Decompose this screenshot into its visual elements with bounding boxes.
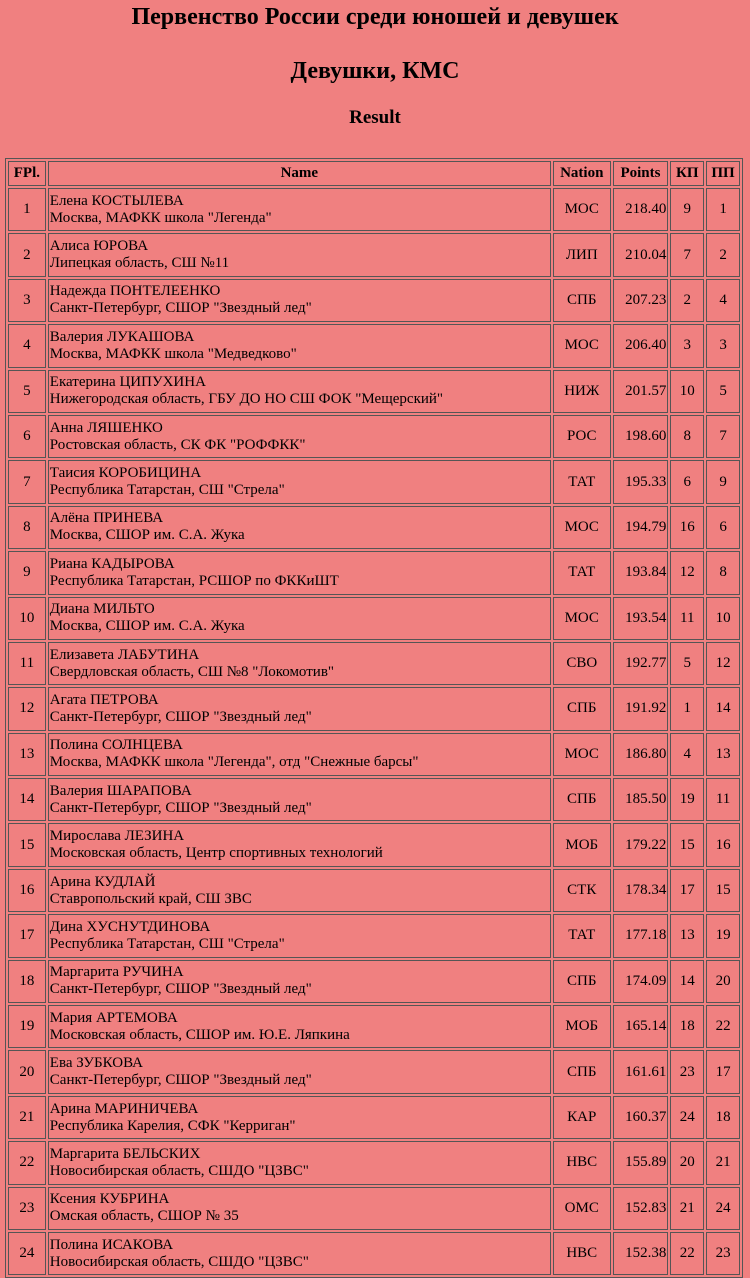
cell-name <box>48 324 551 367</box>
skater-name: Полина СОЛНЦЕВА <box>49 737 183 754</box>
cell-points: 178.34 <box>613 869 669 912</box>
cell-name <box>48 642 551 685</box>
cell-name <box>48 1096 551 1139</box>
header-pp: ПП <box>706 161 740 186</box>
skater-club: Москва, МАФКК школа "Легенда", отд "Снежные барсы" <box>49 754 419 771</box>
cell-nation: МОС <box>553 506 611 549</box>
header-points: Points <box>613 161 669 186</box>
skater-club: Республика Татарстан, СШ "Стрела" <box>49 935 285 952</box>
skater-name: Маргарита РУЧИНА <box>49 964 184 981</box>
table-row <box>8 415 740 458</box>
skater-name: Мирослава ЛЕЗИНА <box>49 828 185 845</box>
cell-name <box>48 687 551 730</box>
cell-pp: 7 <box>706 415 740 458</box>
cell-points: 155.89 <box>613 1141 669 1184</box>
skater-name: Валерия ШАРАПОВА <box>49 782 192 799</box>
skater-club: Московская область, СШОР им. Ю.Е. Ляпкина <box>49 1026 350 1043</box>
cell-kp: 15 <box>670 823 704 866</box>
cell-points: 210.04 <box>613 233 669 276</box>
skater-name: Полина ИСАКОВА <box>49 1236 174 1253</box>
skater-club: Республика Карелия, СФК "Керриган" <box>49 1117 296 1134</box>
cell-nation: РОС <box>553 415 611 458</box>
page-subtitle: Девушки, КМС <box>290 58 460 84</box>
cell-points: 201.57 <box>613 370 669 413</box>
cell-pp: 5 <box>706 370 740 413</box>
cell-name <box>48 778 551 821</box>
cell-nation: СВО <box>553 642 611 685</box>
cell-name <box>48 1005 551 1048</box>
cell-name <box>48 914 551 957</box>
cell-pp: 8 <box>706 551 740 594</box>
skater-name: Алиса ЮРОВА <box>49 238 149 255</box>
cell-kp: 21 <box>670 1187 704 1230</box>
cell-nation: ТАТ <box>553 914 611 957</box>
skater-club: Москва, МАФКК школа "Легенда" <box>49 209 272 226</box>
cell-fpl: 8 <box>8 506 46 549</box>
cell-points: 165.14 <box>613 1005 669 1048</box>
cell-nation: СПБ <box>553 1050 611 1093</box>
skater-name: Валерия ЛУКАШОВА <box>49 328 195 345</box>
skater-club: Омская область, СШОР № 35 <box>49 1208 239 1225</box>
cell-fpl: 10 <box>8 597 46 640</box>
skater-club: Новосибирская область, СШДО "ЦЗВС" <box>49 1253 309 1270</box>
skater-name: Арина МАРИНИЧЕВА <box>49 1100 199 1117</box>
cell-kp: 20 <box>670 1141 704 1184</box>
cell-fpl: 9 <box>8 551 46 594</box>
cell-points: 152.38 <box>613 1232 669 1275</box>
cell-fpl: 6 <box>8 415 46 458</box>
cell-nation: МОС <box>553 733 611 776</box>
cell-nation: МОБ <box>553 823 611 866</box>
cell-kp: 11 <box>670 597 704 640</box>
skater-name: Анна ЛЯШЕНКО <box>49 419 163 436</box>
table-row <box>8 506 740 549</box>
cell-fpl: 1 <box>8 188 46 231</box>
cell-name <box>48 960 551 1003</box>
skater-name: Мария АРТЕМОВА <box>49 1009 178 1026</box>
cell-kp: 7 <box>670 233 704 276</box>
cell-kp: 24 <box>670 1096 704 1139</box>
cell-fpl: 19 <box>8 1005 46 1048</box>
cell-nation: МОБ <box>553 1005 611 1048</box>
cell-pp: 11 <box>706 778 740 821</box>
skater-club: Москва, СШОР им. С.А. Жука <box>49 527 245 544</box>
cell-kp: 1 <box>670 687 704 730</box>
skater-club: Ростовская область, СК ФК "РОФФКК" <box>49 436 306 453</box>
cell-nation: НВС <box>553 1232 611 1275</box>
skater-name: Елизавета ЛАБУТИНА <box>49 646 200 663</box>
cell-points: 177.18 <box>613 914 669 957</box>
cell-fpl: 24 <box>8 1232 46 1275</box>
cell-pp: 12 <box>706 642 740 685</box>
header-row <box>8 161 740 186</box>
cell-name <box>48 370 551 413</box>
cell-points: 160.37 <box>613 1096 669 1139</box>
cell-pp: 17 <box>706 1050 740 1093</box>
cell-points: 179.22 <box>613 823 669 866</box>
skater-club: Санкт-Петербург, СШОР "Звездный лед" <box>49 300 312 317</box>
table-row <box>8 1096 740 1139</box>
cell-kp: 6 <box>670 460 704 503</box>
table-row <box>8 1141 740 1184</box>
cell-name <box>48 1232 551 1275</box>
cell-nation: НВС <box>553 1141 611 1184</box>
results-table <box>5 158 743 1278</box>
cell-pp: 6 <box>706 506 740 549</box>
cell-pp: 16 <box>706 823 740 866</box>
cell-nation: СПБ <box>553 687 611 730</box>
skater-name: Ева ЗУБКОВА <box>49 1055 143 1072</box>
cell-fpl: 20 <box>8 1050 46 1093</box>
skater-name: Маргарита БЕЛЬСКИХ <box>49 1145 201 1162</box>
cell-fpl: 16 <box>8 869 46 912</box>
cell-fpl: 2 <box>8 233 46 276</box>
cell-pp: 21 <box>706 1141 740 1184</box>
cell-kp: 19 <box>670 778 704 821</box>
table-row <box>8 597 740 640</box>
skater-club: Республика Татарстан, РСШОР по ФККиШТ <box>49 572 339 589</box>
cell-name <box>48 597 551 640</box>
cell-nation: МОС <box>553 188 611 231</box>
cell-points: 192.77 <box>613 642 669 685</box>
cell-fpl: 3 <box>8 279 46 322</box>
cell-pp: 18 <box>706 1096 740 1139</box>
cell-pp: 4 <box>706 279 740 322</box>
skater-club: Санкт-Петербург, СШОР "Звездный лед" <box>49 799 312 816</box>
cell-nation: СПБ <box>553 778 611 821</box>
cell-nation: ЛИП <box>553 233 611 276</box>
header-nation: Nation <box>553 161 611 186</box>
cell-points: 193.84 <box>613 551 669 594</box>
cell-pp: 14 <box>706 687 740 730</box>
cell-nation: НИЖ <box>553 370 611 413</box>
table-row <box>8 642 740 685</box>
cell-pp: 2 <box>706 233 740 276</box>
skater-name: Диана МИЛЬТО <box>49 601 155 618</box>
skater-name: Алёна ПРИНЕВА <box>49 510 164 527</box>
skater-club: Санкт-Петербург, СШОР "Звездный лед" <box>49 1072 312 1089</box>
cell-kp: 12 <box>670 551 704 594</box>
skater-name: Таисия КОРОБИЦИНА <box>49 465 202 482</box>
skater-club: Новосибирская область, СШДО "ЦЗВС" <box>49 1162 309 1179</box>
cell-points: 191.92 <box>613 687 669 730</box>
cell-name <box>48 823 551 866</box>
table-row <box>8 869 740 912</box>
cell-name <box>48 279 551 322</box>
cell-points: 194.79 <box>613 506 669 549</box>
cell-kp: 3 <box>670 324 704 367</box>
skater-name: Ксения КУБРИНА <box>49 1191 170 1208</box>
cell-kp: 23 <box>670 1050 704 1093</box>
cell-kp: 16 <box>670 506 704 549</box>
cell-points: 206.40 <box>613 324 669 367</box>
table-row <box>8 733 740 776</box>
cell-nation: СПБ <box>553 279 611 322</box>
skater-club: Липецкая область, СШ №11 <box>49 255 230 272</box>
cell-fpl: 12 <box>8 687 46 730</box>
cell-nation: ОМС <box>553 1187 611 1230</box>
table-row <box>8 823 740 866</box>
table-row <box>8 1232 740 1275</box>
cell-kp: 22 <box>670 1232 704 1275</box>
cell-kp: 17 <box>670 869 704 912</box>
table-row <box>8 324 740 367</box>
cell-fpl: 15 <box>8 823 46 866</box>
table-row <box>8 778 740 821</box>
cell-kp: 9 <box>670 188 704 231</box>
cell-pp: 24 <box>706 1187 740 1230</box>
table-row <box>8 1005 740 1048</box>
cell-pp: 3 <box>706 324 740 367</box>
cell-pp: 15 <box>706 869 740 912</box>
skater-club: Санкт-Петербург, СШОР "Звездный лед" <box>49 981 312 998</box>
header-fpl: FPl. <box>8 161 46 186</box>
skater-club: Санкт-Петербург, СШОР "Звездный лед" <box>49 708 312 725</box>
cell-nation: СПБ <box>553 960 611 1003</box>
skater-club: Нижегородская область, ГБУ ДО НО СШ ФОК "Мещерский" <box>49 391 444 408</box>
section-heading: Result <box>349 107 401 128</box>
cell-points: 152.83 <box>613 1187 669 1230</box>
cell-name <box>48 233 551 276</box>
cell-kp: 14 <box>670 960 704 1003</box>
table-row <box>8 233 740 276</box>
cell-points: 218.40 <box>613 188 669 231</box>
skater-name: Екатерина ЦИПУХИНА <box>49 374 206 391</box>
cell-pp: 22 <box>706 1005 740 1048</box>
cell-name <box>48 1187 551 1230</box>
cell-pp: 19 <box>706 914 740 957</box>
cell-name <box>48 188 551 231</box>
table-row <box>8 687 740 730</box>
cell-fpl: 11 <box>8 642 46 685</box>
cell-pp: 23 <box>706 1232 740 1275</box>
cell-points: 174.09 <box>613 960 669 1003</box>
cell-fpl: 14 <box>8 778 46 821</box>
table-row <box>8 188 740 231</box>
table-row <box>8 914 740 957</box>
cell-points: 207.23 <box>613 279 669 322</box>
cell-fpl: 21 <box>8 1096 46 1139</box>
cell-pp: 1 <box>706 188 740 231</box>
cell-fpl: 23 <box>8 1187 46 1230</box>
skater-club: Свердловская область, СШ №8 "Локомотив" <box>49 663 335 680</box>
cell-nation: ТАТ <box>553 460 611 503</box>
cell-nation: ТАТ <box>553 551 611 594</box>
skater-club: Москва, МАФКК школа "Медведково" <box>49 345 297 362</box>
page-title: Первенство России среди юношей и девушек <box>131 4 619 30</box>
cell-kp: 8 <box>670 415 704 458</box>
cell-nation: КАР <box>553 1096 611 1139</box>
cell-pp: 9 <box>706 460 740 503</box>
skater-name: Агата ПЕТРОВА <box>49 691 159 708</box>
cell-nation: МОС <box>553 324 611 367</box>
table-row <box>8 960 740 1003</box>
cell-points: 186.80 <box>613 733 669 776</box>
cell-name <box>48 1050 551 1093</box>
skater-club: Московская область, Центр спортивных технологий <box>49 845 383 862</box>
table-row <box>8 551 740 594</box>
skater-club: Ставропольский край, СШ ЗВС <box>49 890 252 907</box>
table-row <box>8 1050 740 1093</box>
cell-nation: СТК <box>553 869 611 912</box>
skater-club: Москва, СШОР им. С.А. Жука <box>49 618 245 635</box>
cell-fpl: 5 <box>8 370 46 413</box>
cell-fpl: 22 <box>8 1141 46 1184</box>
skater-name: Елена КОСТЫЛЕВА <box>49 192 184 209</box>
table-row <box>8 460 740 503</box>
cell-fpl: 4 <box>8 324 46 367</box>
cell-name <box>48 551 551 594</box>
cell-nation: МОС <box>553 597 611 640</box>
cell-kp: 10 <box>670 370 704 413</box>
cell-kp: 13 <box>670 914 704 957</box>
table-row <box>8 279 740 322</box>
cell-name <box>48 460 551 503</box>
skater-name: Надежда ПОНТЕЛЕЕНКО <box>49 283 221 300</box>
cell-points: 185.50 <box>613 778 669 821</box>
cell-pp: 10 <box>706 597 740 640</box>
cell-points: 198.60 <box>613 415 669 458</box>
cell-kp: 4 <box>670 733 704 776</box>
cell-fpl: 13 <box>8 733 46 776</box>
cell-pp: 13 <box>706 733 740 776</box>
cell-name <box>48 869 551 912</box>
cell-points: 161.61 <box>613 1050 669 1093</box>
cell-name <box>48 506 551 549</box>
skater-name: Риана КАДЫРОВА <box>49 555 175 572</box>
cell-fpl: 7 <box>8 460 46 503</box>
skater-name: Дина ХУСНУТДИНОВА <box>49 918 211 935</box>
cell-name <box>48 1141 551 1184</box>
table-row <box>8 370 740 413</box>
cell-pp: 20 <box>706 960 740 1003</box>
cell-kp: 18 <box>670 1005 704 1048</box>
table-row <box>8 1187 740 1230</box>
cell-name <box>48 733 551 776</box>
header-kp: КП <box>670 161 704 186</box>
skater-name: Арина КУДЛАЙ <box>49 873 156 890</box>
cell-fpl: 17 <box>8 914 46 957</box>
cell-fpl: 18 <box>8 960 46 1003</box>
cell-points: 193.54 <box>613 597 669 640</box>
cell-points: 195.33 <box>613 460 669 503</box>
cell-kp: 5 <box>670 642 704 685</box>
skater-club: Республика Татарстан, СШ "Стрела" <box>49 482 285 499</box>
cell-name <box>48 415 551 458</box>
header-name: Name <box>48 161 551 186</box>
cell-kp: 2 <box>670 279 704 322</box>
